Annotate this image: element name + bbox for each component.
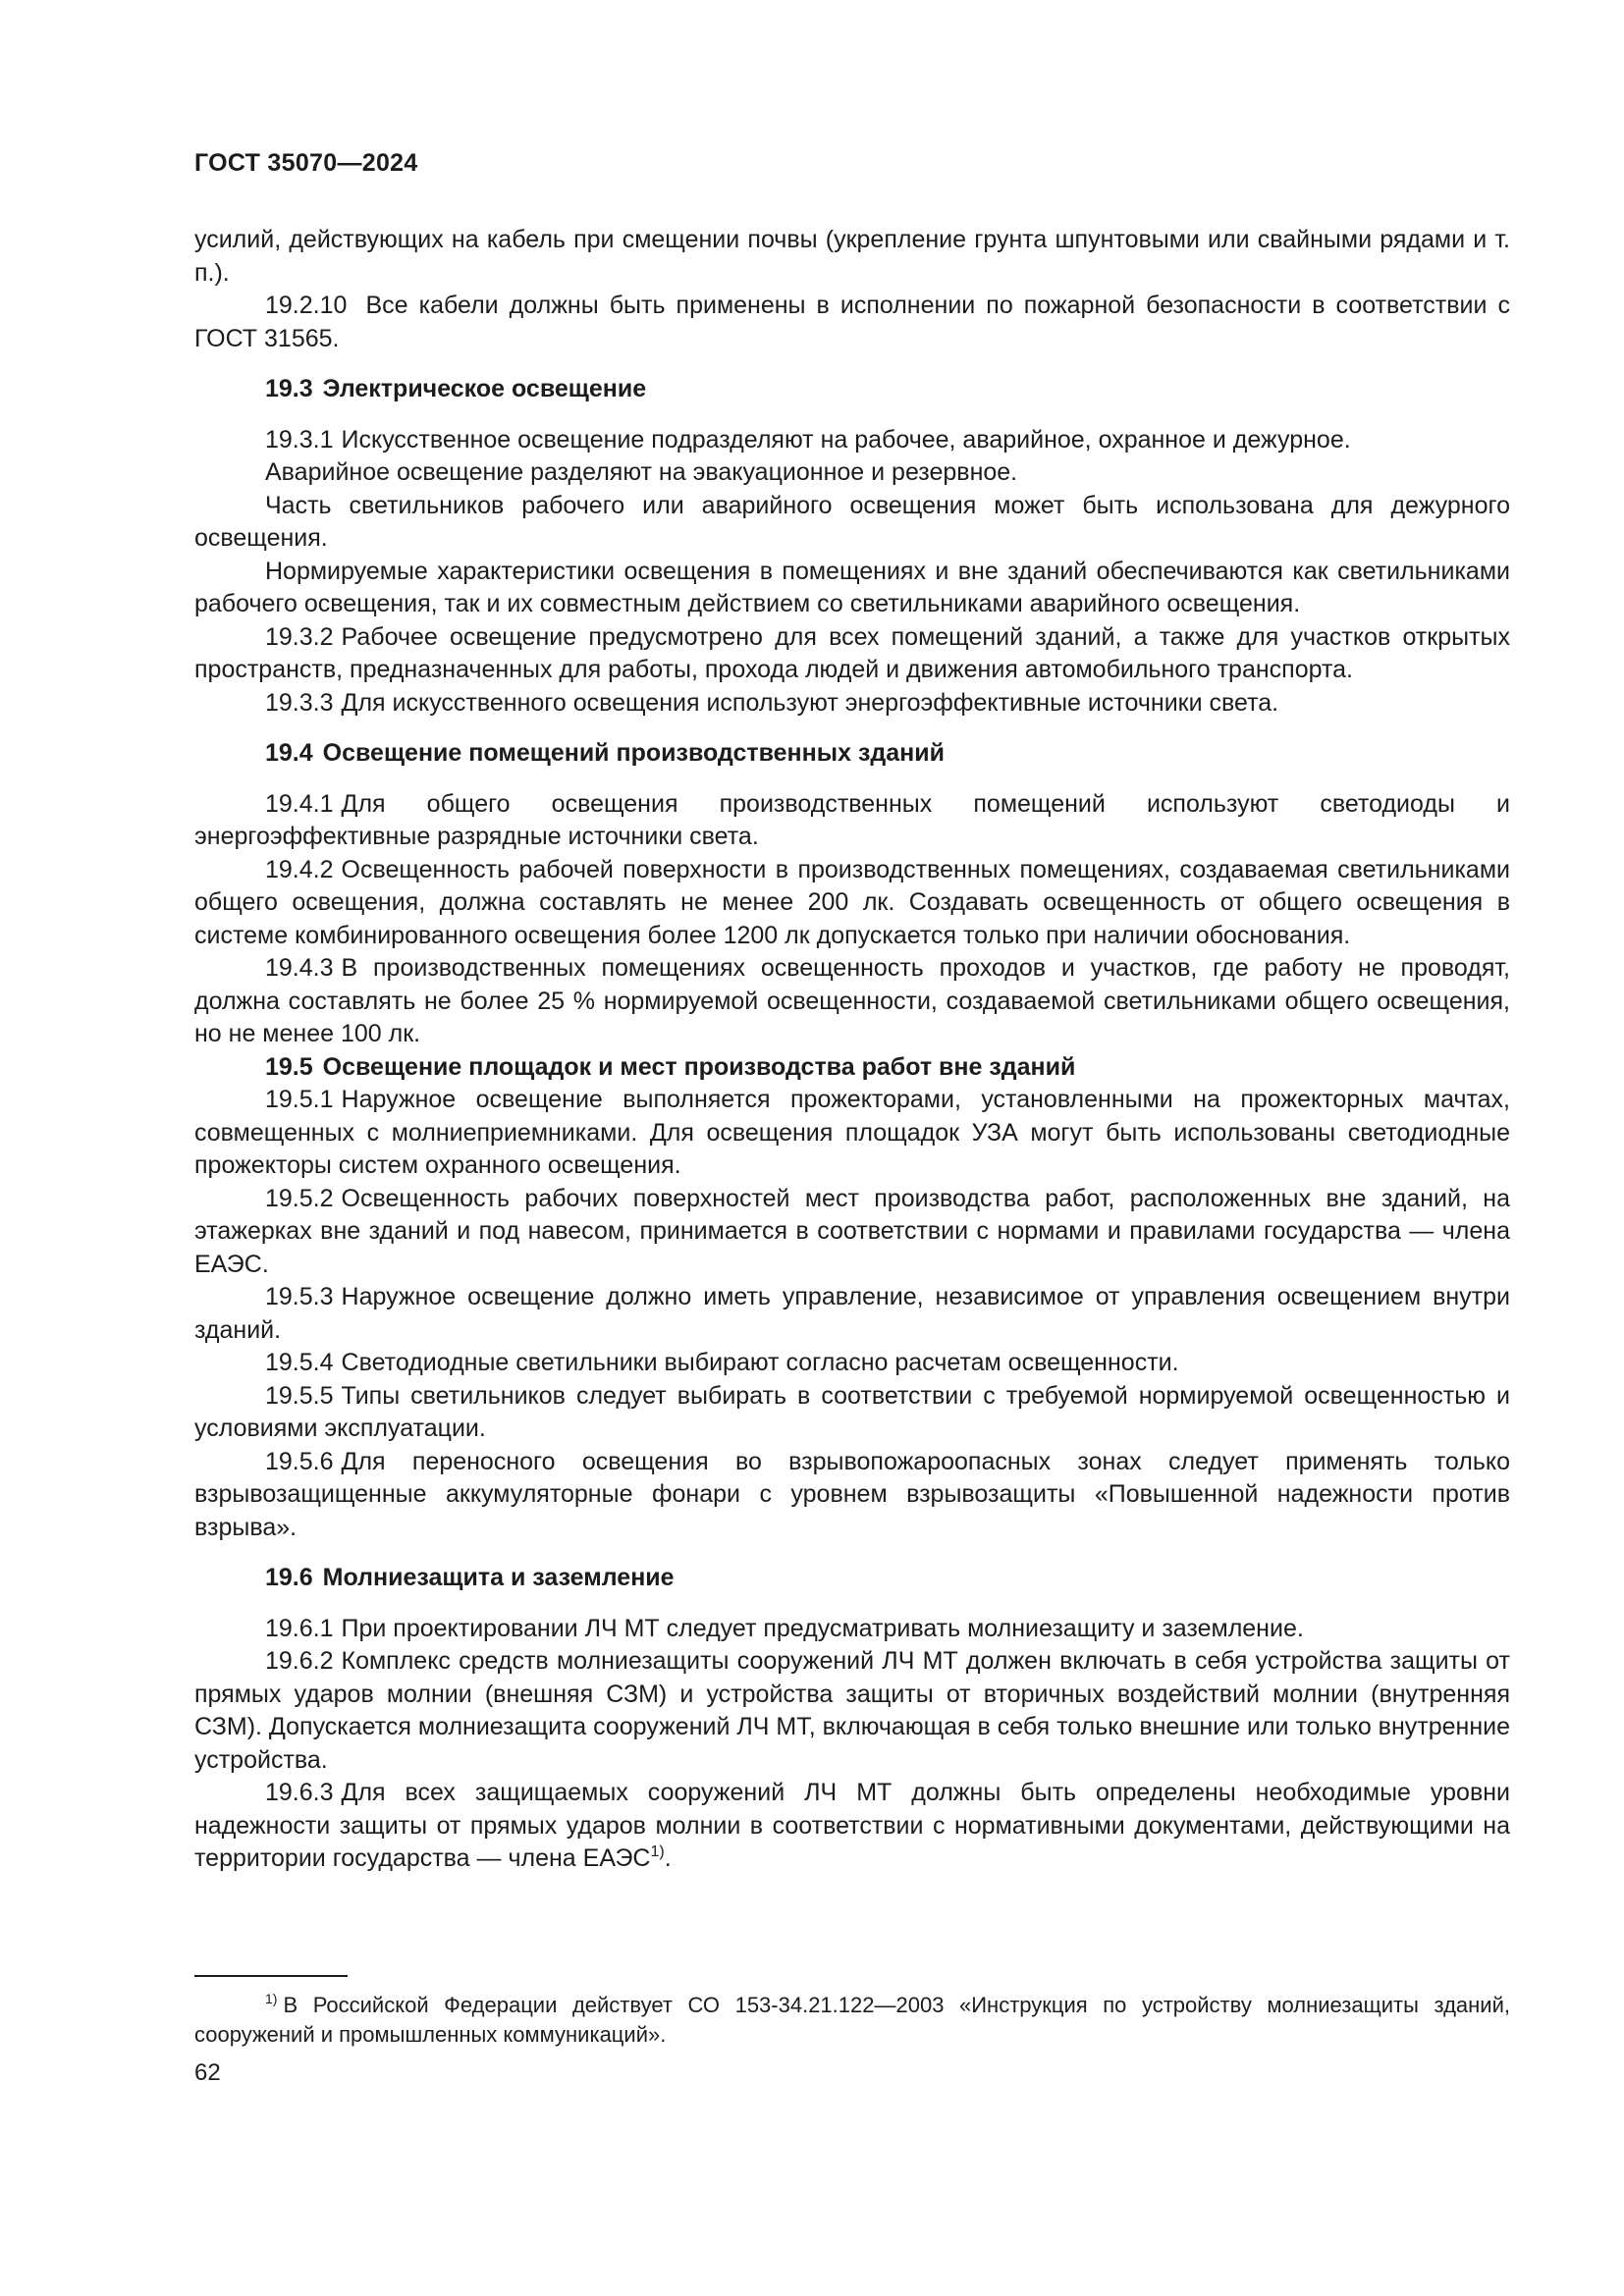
footnote-reference[interactable]: 1) [650,1843,665,1860]
section-title: Освещение площадок и мест производства работ вне зданий [322,1052,1076,1081]
clause-text: Комплекс средств молниезащиты сооружений ЛЧ МТ должен включать в себя устройства защиты от прямых ударов молнии (внешняя СЗМ) и устройства защиты от вторичных воздействий молнии (внутренняя СЗМ). Допускается молниезащита сооружений ЛЧ МТ, включающая в себя только внешние или только внутренние устройства. [194,1647,1511,1774]
clause-number: 19.5.3 [265,1283,334,1310]
clause-text: Для искусственного освещения используют энергоэффективные источники света. [341,688,1279,717]
clause-text: Типы светильников следует выбирать в соответствии с требуемой нормируемой освещенностью и условиями эксплуатации. [194,1381,1510,1442]
paragraph-19-3-1-c: Часть светильников рабочего или аварийного освещения может быть использована для дежурного освещения. [194,491,1510,552]
paragraph-continuation: усилий, действующих на кабель при смещении почвы (укрепление грунта шпунтовыми или свайными рядами и т. п.). [194,226,1510,287]
section-heading-19-3 [194,373,1510,406]
page-number: 62 [194,2059,221,2086]
section-heading-19-5 [194,1051,1510,1085]
paragraph-19-5-1 [194,1084,1510,1183]
paragraph-19-3-3 [194,687,1510,721]
section-title: Освещение помещений производственных зданий [322,739,945,767]
clause-text: При проектировании ЛЧ МТ следует предусматривать молниезащиту и заземление. [341,1614,1304,1642]
paragraph-19-6-1 [194,1613,1510,1646]
clause-number: 19.5.5 [265,1381,334,1410]
document-body [194,224,1510,1876]
footnote-marker: 1) [265,1991,278,2006]
footnote-text: В Российской Федерации действует СО 153-34.21.122—2003 «Инструкция по устройству молниезащиты зданий, сооружений и промышленных коммуникаций». [194,1993,1510,2047]
clause-text: Для всех защищаемых сооружений ЛЧ МТ должны быть определены необходимые уровни надежности защиты от прямых ударов молнии в соответствии с нормативными документами, действующими на территории государства — члена ЕАЭС [194,1779,1510,1872]
clause-end-punctuation: . [664,1844,672,1872]
clause-number: 19.5.4 [265,1349,334,1376]
section-number: 19.4 [265,739,313,767]
paragraph-19-6-3 [194,1777,1510,1876]
paragraph-19-3-1-b: Аварийное освещение разделяют на эвакуационное и резервное. [265,458,1018,486]
clause-number: 19.3.2 [265,622,334,651]
paragraph-19-3-1-d: Нормируемые характеристики освещения в помещениях и вне зданий обеспечиваются как светильниками рабочего освещения, так и их совместным действием со светильниками аварийного освещения. [194,557,1510,617]
clause-number: 19.2.10 [265,292,348,319]
footnote [194,1991,1510,2050]
section-heading-19-4 [194,737,1510,771]
paragraph-19-5-5 [194,1380,1510,1446]
clause-text: Светодиодные светильники выбирают согласно расчетам освещенности. [341,1349,1179,1376]
clause-number: 19.4.3 [265,954,334,982]
clause-text: Освещенность рабочей поверхности в производственных помещениях, создаваемая светильниками общего освещения, должна составлять не менее 200 лк. Создавать освещенность от общего освещения в системе комбинированного освещения более 1200 лк допускается только при наличии обоснования. [194,855,1510,949]
section-number: 19.5 [265,1052,313,1081]
clause-text: Для общего освещения производственных помещений используют светодиоды и энергоэффективные разрядные источники света. [194,789,1510,850]
clause-text: В производственных помещениях освещенность проходов и участков, где работу не проводят, должна составлять не более 25 % нормируемой освещенности, создаваемой светильниками общего освещения, но не менее 100 лк. [194,954,1510,1047]
footnote-1 [194,1991,1510,2050]
section-number: 19.3 [265,375,313,402]
clause-number: 19.5.1 [265,1086,334,1113]
clause-number: 19.4.1 [265,789,334,818]
paragraph-19-4-2 [194,854,1510,953]
clause-number: 19.6.3 [265,1779,334,1806]
section-title: Электрическое освещение [322,375,647,402]
clause-text: Наружное освещение должно иметь управление, независимое от управления освещением внутри зданий. [194,1283,1510,1344]
clause-text: Для переносного освещения во взрывопожароопасных зонах следует применять только взрывозащищенные аккумуляторные фонари с уровнем взрывозащиты «Повышенной надежности против взрыва». [194,1447,1510,1541]
clause-number: 19.3.3 [265,688,334,717]
section-title: Молниезащита и заземление [322,1564,675,1591]
paragraph-19-5-2 [194,1183,1510,1282]
clause-text: Наружное освещение выполняется прожекторами, установленными на прожекторных мачтах, совмещенных с молниеприемниками. Для освещения площадок УЗА могут быть использованы светодиодные прожекторы систем охранного освещения. [194,1086,1510,1179]
clause-number: 19.4.2 [265,855,334,883]
clause-text: Рабочее освещение предусмотрено для всех помещений зданий, а также для участков открытых пространств, предназначенных для работы, прохода людей и движения автомобильного транспорта. [194,622,1510,683]
footnote-separator [194,1975,348,1977]
clause-text: Освещенность рабочих поверхностей мест производства работ, расположенных вне зданий, на этажерках вне зданий и под навесом, принимается в соответствии с нормами и правилами государства — члена ЕАЭС. [194,1184,1510,1278]
paragraph-19-2-10 [194,290,1510,355]
paragraph-19-5-3 [194,1281,1510,1347]
clause-number: 19.5.6 [265,1447,334,1475]
clause-number: 19.5.2 [265,1184,334,1212]
paragraph-19-6-2 [194,1645,1510,1777]
paragraph-19-4-1 [194,788,1510,854]
paragraph-19-5-4 [194,1347,1510,1380]
clause-number: 19.3.1 [265,425,334,454]
document-header-code: ГОСТ 35070—2024 [194,149,418,177]
section-heading-19-6 [194,1562,1510,1595]
paragraph-19-5-6 [194,1446,1510,1545]
paragraph-19-3-2 [194,621,1510,687]
clause-number: 19.6.1 [265,1614,334,1642]
paragraph-19-3-1 [194,424,1510,457]
paragraph-19-4-3 [194,952,1510,1051]
clause-text: Все кабели должны быть применены в исполнении по пожарной безопасности в соответствии с ГОСТ 31565. [194,292,1510,352]
clause-text: Искусственное освещение подразделяют на рабочее, аварийное, охранное и дежурное. [341,425,1351,454]
clause-number: 19.6.2 [265,1647,334,1675]
section-number: 19.6 [265,1564,313,1591]
